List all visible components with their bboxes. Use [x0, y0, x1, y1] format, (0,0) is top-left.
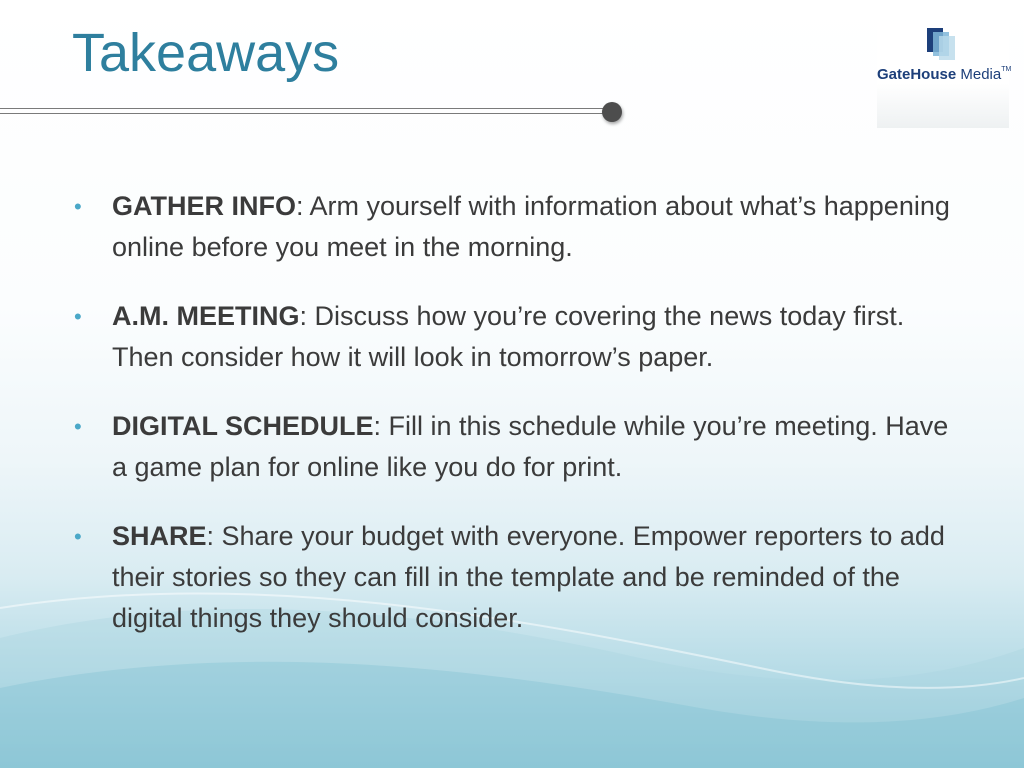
list-item [74, 296, 964, 378]
logo-wordmark [877, 66, 1012, 83]
list-item [74, 516, 964, 639]
title-divider [0, 108, 612, 115]
logo-trademark: TM [1001, 66, 1012, 73]
bullet-icon: • [74, 194, 82, 219]
bullet-term: SHARE [112, 521, 207, 551]
bullet-text: : Arm yourself with information about what’s happening online before you meet in the morning. [112, 191, 950, 262]
slide-title: Takeaways [72, 23, 340, 83]
takeaways-list [74, 186, 964, 667]
bullet-text: : Discuss how you’re covering the news today first. Then consider how it will look in tomorrow’s paper. [112, 301, 905, 372]
bullet-term: A.M. MEETING [112, 301, 300, 331]
bullet-icon: • [74, 414, 82, 439]
list-item [74, 406, 964, 488]
gatehouse-media-logo-icon [925, 26, 961, 62]
list-item [74, 186, 964, 268]
divider-end-dot [602, 102, 622, 122]
logo-brand-bold: GateHouse [877, 66, 957, 83]
bullet-text: : Fill in this schedule while you’re meeting. Have a game plan for online like you do for print. [112, 411, 949, 482]
bullet-term: GATHER INFO [112, 191, 296, 221]
bullet-icon: • [74, 304, 82, 329]
bullet-icon: • [74, 524, 82, 549]
company-logo [877, 22, 1012, 128]
bullet-term: DIGITAL SCHEDULE [112, 411, 374, 441]
bullet-text: : Share your budget with everyone. Empower reporters to add their stories so they can fill in the template and be reminded of the digital things they should consider. [112, 521, 945, 633]
logo-brand-regular: Media [956, 66, 1002, 83]
